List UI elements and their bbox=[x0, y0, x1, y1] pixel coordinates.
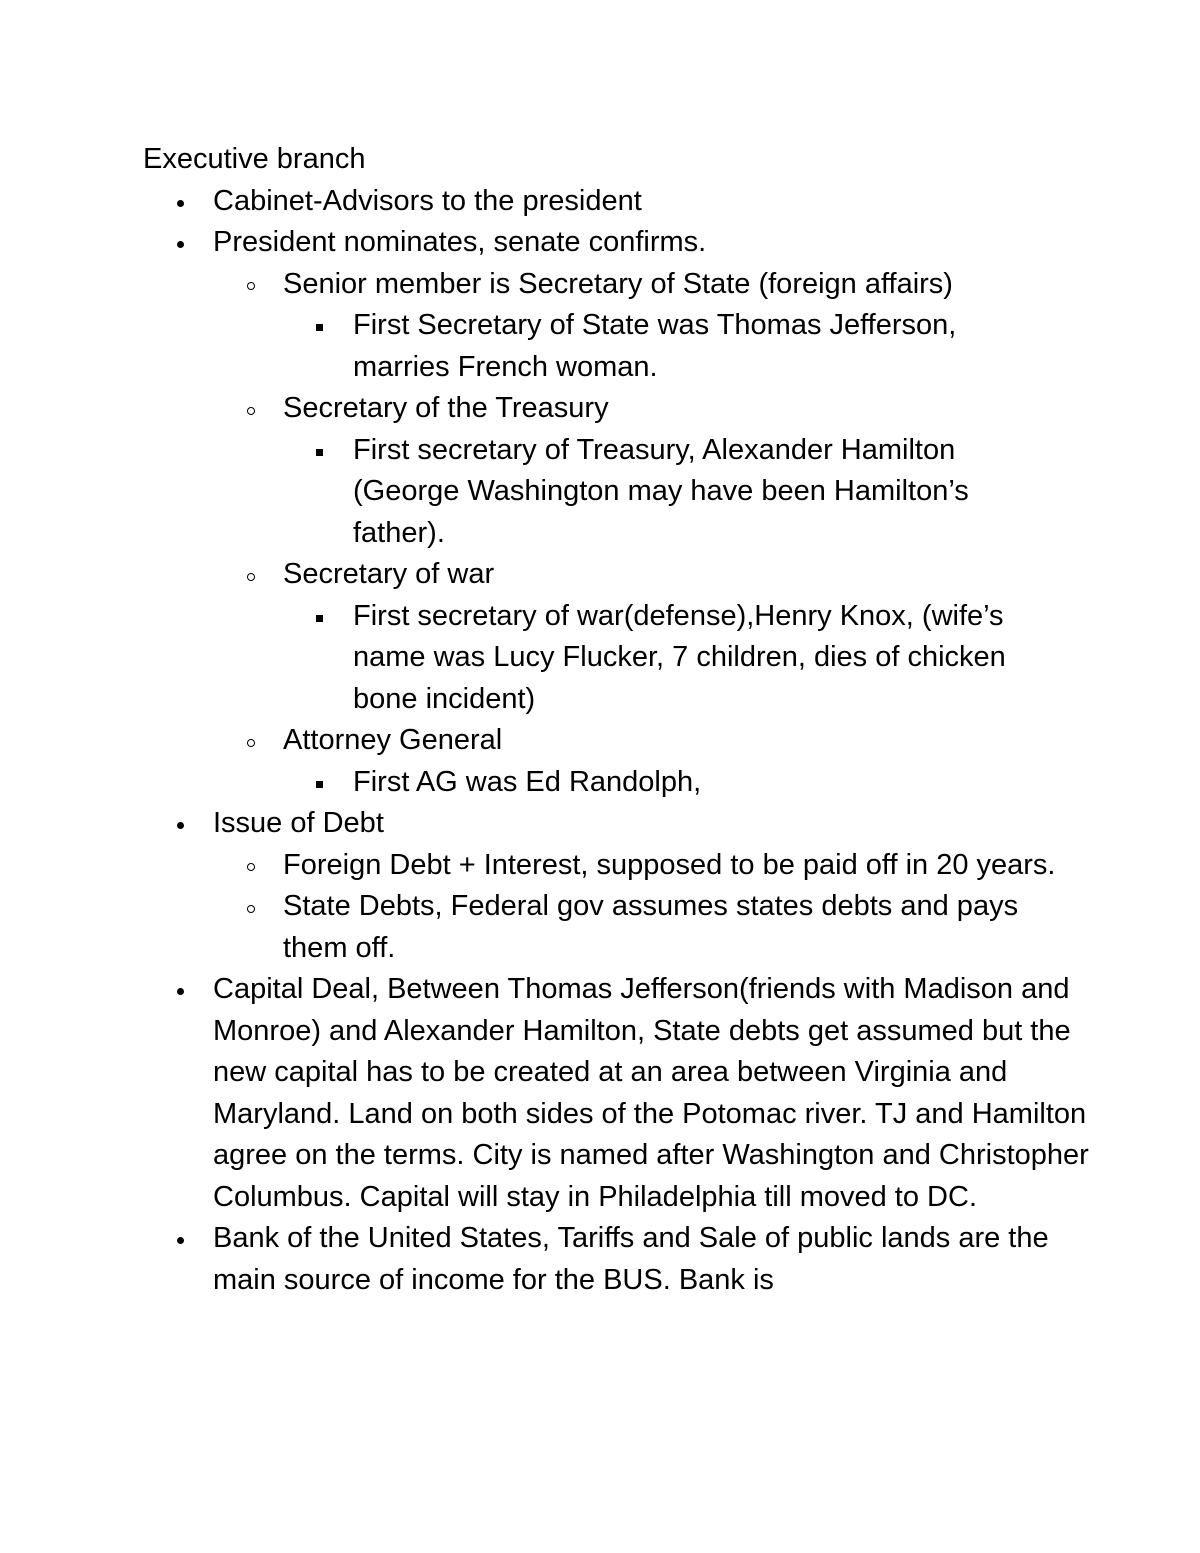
list-item-text: Foreign Debt + Interest, supposed to be paid off in 20 years. bbox=[283, 848, 1056, 881]
list-item bbox=[213, 845, 1103, 887]
document-page bbox=[143, 139, 1089, 1301]
disc-bullet-icon bbox=[177, 969, 184, 1011]
list-item-text: Capital Deal, Between Thomas Jefferson(friends with Madison and Monroe) and Alexander Hamilton, State debts get assumed but the new capital has to be created at an area between Virginia and Maryland. Land on both sides of the Potomac river. TJ and Hamilton agree on the terms. City is named after Washington and Christopher Columbus. Capital will stay in Philadelphia till moved to DC. bbox=[213, 973, 1089, 1213]
list-item-text: First secretary of Treasury, Alexander Hamilton (George Washington may have been Hamilton’s father). bbox=[353, 433, 969, 549]
list-item-text: President nominates, senate confirms. bbox=[213, 226, 707, 258]
list-item-text: First secretary of war(defense),Henry Knox, (wife’s name was Lucy Flucker, 7 children, dies of chicken bone incident) bbox=[353, 599, 1006, 715]
list-item bbox=[283, 596, 1073, 721]
list-item bbox=[143, 803, 1013, 845]
list-item bbox=[283, 430, 1033, 555]
list-item-text: Senior member is Secretary of State (foreign affairs) bbox=[283, 267, 953, 300]
list-item-text: Secretary of war bbox=[283, 558, 495, 590]
list-item-text: Cabinet-Advisors to the president bbox=[213, 184, 642, 217]
list-item bbox=[213, 388, 1083, 430]
list-item bbox=[213, 720, 1083, 762]
square-bullet-icon bbox=[316, 762, 323, 804]
circle-bullet-icon bbox=[247, 264, 255, 306]
square-bullet-icon bbox=[316, 596, 323, 638]
list-item-text: Secretary of the Treasury bbox=[283, 392, 609, 424]
disc-bullet-icon bbox=[177, 181, 184, 223]
outline-list bbox=[143, 181, 1089, 1302]
list-item bbox=[213, 886, 1083, 969]
circle-bullet-icon bbox=[247, 554, 255, 596]
list-item-text: First AG was Ed Randolph, bbox=[353, 765, 702, 798]
list-item bbox=[213, 264, 1083, 306]
document-heading: Executive branch bbox=[143, 143, 366, 175]
circle-bullet-icon bbox=[247, 388, 255, 430]
list-item bbox=[143, 1218, 1103, 1301]
list-item-text: Bank of the United States, Tariffs and Sale of public lands are the main source of income for the BUS. Bank is bbox=[213, 1222, 1049, 1296]
list-item-text: State Debts, Federal gov assumes states debts and pays them off. bbox=[283, 890, 1019, 964]
list-item bbox=[283, 762, 1073, 804]
square-bullet-icon bbox=[316, 305, 323, 347]
disc-bullet-icon bbox=[177, 803, 184, 845]
list-item-text: First Secretary of State was Thomas Jefferson, marries French woman. bbox=[353, 309, 957, 383]
list-item-text: Attorney General bbox=[283, 724, 503, 756]
disc-bullet-icon bbox=[177, 222, 184, 264]
list-item bbox=[143, 969, 1113, 1218]
list-item bbox=[143, 222, 1013, 264]
circle-bullet-icon bbox=[247, 886, 255, 928]
disc-bullet-icon bbox=[177, 1218, 184, 1260]
square-bullet-icon bbox=[316, 430, 323, 472]
list-item-text: Issue of Debt bbox=[213, 807, 384, 839]
list-item bbox=[143, 181, 1013, 223]
list-item bbox=[213, 554, 1083, 596]
list-item bbox=[283, 305, 1013, 388]
circle-bullet-icon bbox=[247, 845, 255, 887]
circle-bullet-icon bbox=[247, 720, 255, 762]
